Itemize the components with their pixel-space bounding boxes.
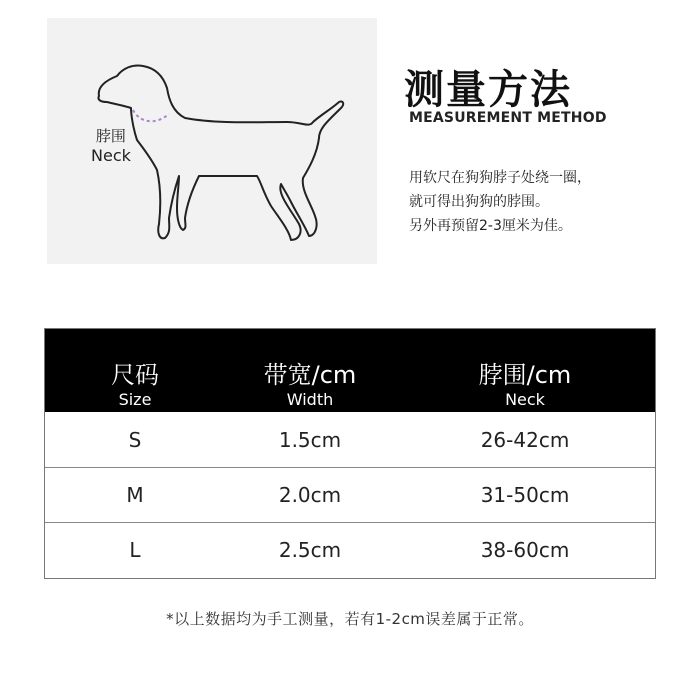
size-table: [44, 328, 656, 579]
header-size-en: Size: [118, 390, 152, 409]
cell-width: 2.5cm: [278, 538, 342, 562]
neck-label-cn: 脖围: [95, 127, 126, 145]
page-subtitle: MEASUREMENT METHOD: [409, 110, 607, 126]
cell-size: S: [128, 427, 142, 452]
header-width-cn: 带宽/cm: [263, 361, 357, 389]
neck-label: [91, 126, 131, 166]
header-width-en: Width: [286, 390, 334, 409]
cell-size: M: [126, 483, 144, 507]
neck-measure-line: [133, 110, 169, 121]
cell-neck: 31-50cm: [480, 483, 570, 507]
description-line: 另外再预留2-3厘米为佳。: [409, 218, 572, 234]
header-size: [45, 329, 225, 412]
header-neck-en: Neck: [505, 390, 545, 409]
cell-size: L: [129, 538, 141, 562]
table-row: [45, 467, 655, 522]
header-neck-cn: 脖围/cm: [478, 361, 572, 389]
footnote: *以上数据均为手工测量，若有1-2cm误差属于正常。: [166, 610, 534, 628]
header-width: [225, 329, 395, 412]
neck-label-en: Neck: [91, 146, 131, 165]
cell-neck: 26-42cm: [480, 427, 570, 452]
page-title: 测量方法: [404, 67, 572, 113]
measurement-description: [409, 166, 591, 238]
description-line: 就可得出狗狗的脖围。: [409, 194, 549, 210]
table-row: [45, 522, 655, 577]
header-size-cn: 尺码: [111, 361, 159, 389]
header-neck: [395, 329, 655, 412]
measurement-illustration-panel: [47, 18, 377, 264]
table-row: [45, 412, 655, 467]
cell-width: 2.0cm: [278, 483, 342, 507]
cell-width: 1.5cm: [278, 427, 342, 452]
description-line: 用软尺在狗狗脖子处绕一圈，: [409, 170, 591, 186]
table-header: [45, 329, 655, 412]
cell-neck: 38-60cm: [480, 538, 570, 562]
